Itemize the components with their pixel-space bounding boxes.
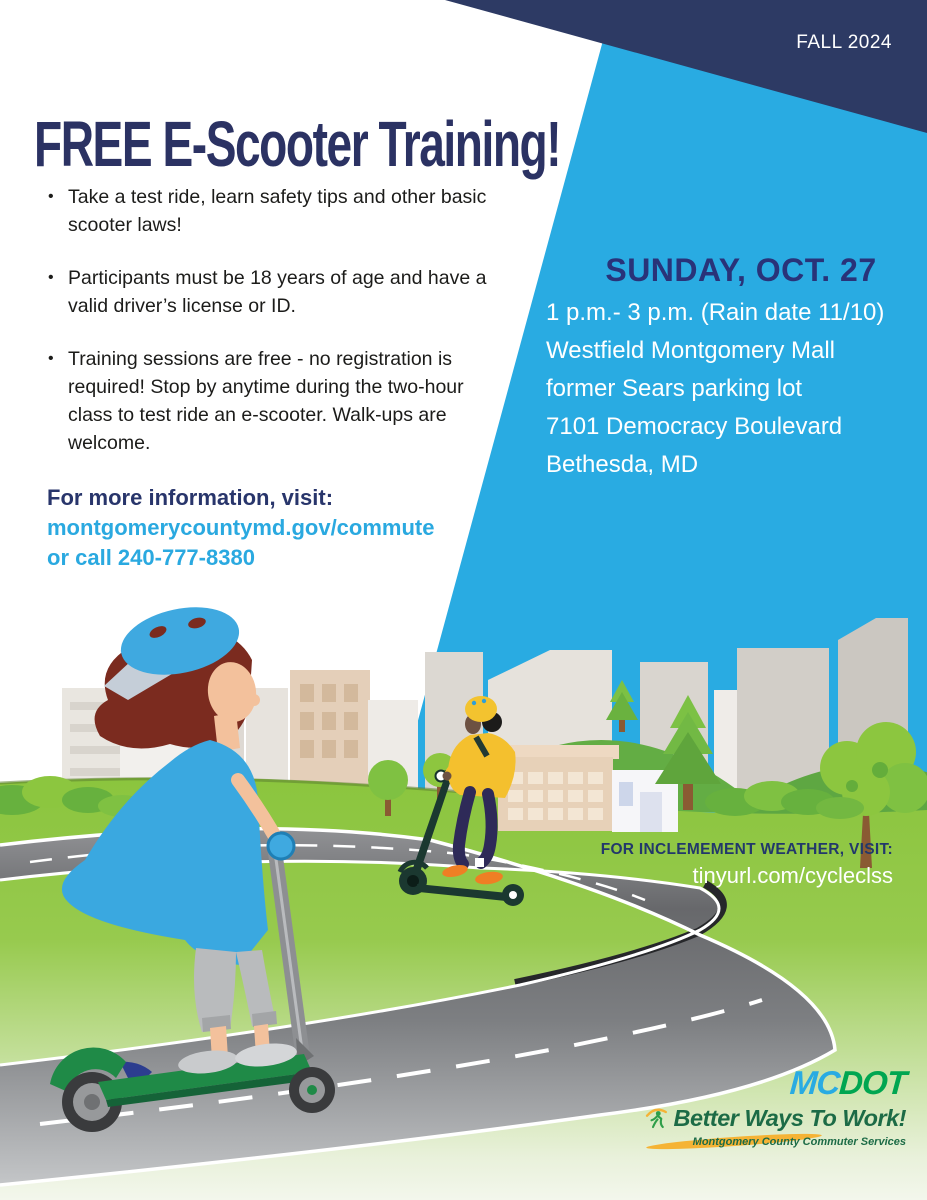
weather-url: tinyurl.com/cycleclss bbox=[692, 863, 893, 888]
bww-logo-title: Better Ways To Work! bbox=[673, 1104, 906, 1131]
event-venue: Westfield Montgomery Mall bbox=[546, 337, 835, 364]
better-ways-to-work-logo bbox=[644, 1103, 906, 1148]
weather-notice bbox=[563, 841, 893, 889]
event-day-heading: SUNDAY, OCT. 27 bbox=[605, 252, 877, 288]
more-info-block bbox=[47, 483, 434, 573]
event-city: Bethesda, MD bbox=[546, 451, 699, 478]
page-title: FREE E-Scooter Training! bbox=[34, 107, 561, 180]
event-time: 1 p.m.- 3 p.m. (Rain date 11/10) bbox=[546, 299, 885, 326]
weather-heading: FOR INCLEMEMENT WEATHER, VISIT: bbox=[600, 841, 893, 858]
bullet-list bbox=[46, 183, 508, 482]
bww-logo-subtitle: Montgomery County Commuter Services bbox=[692, 1136, 906, 1148]
mcdot-logo-dot: DOT bbox=[838, 1064, 908, 1101]
event-address: 7101 Democracy Boulevard bbox=[546, 413, 843, 440]
more-info-heading: For more information, visit: bbox=[47, 485, 334, 510]
runner-icon bbox=[644, 1103, 670, 1133]
website-link-text: montgomerycountymd.gov/commute bbox=[47, 515, 435, 540]
list-item: • Training sessions are free - no registration is required! Stop by anytime during the two-hour class to test ride an e-scooter. Walk-ups are welcome. bbox=[46, 345, 508, 457]
mcdot-logo bbox=[789, 1064, 908, 1102]
list-item: • Take a test ride, learn safety tips and other basic scooter laws! bbox=[46, 183, 508, 239]
list-item: • Participants must be 18 years of age and have a valid driver’s license or ID. bbox=[46, 264, 508, 320]
event-details bbox=[546, 294, 926, 484]
event-location-note: former Sears parking lot bbox=[546, 375, 803, 402]
phone-line: or call 240-777-8380 bbox=[47, 545, 255, 570]
mcdot-logo-mc: MC bbox=[788, 1064, 841, 1101]
edition-label: FALL 2024 bbox=[796, 32, 892, 53]
